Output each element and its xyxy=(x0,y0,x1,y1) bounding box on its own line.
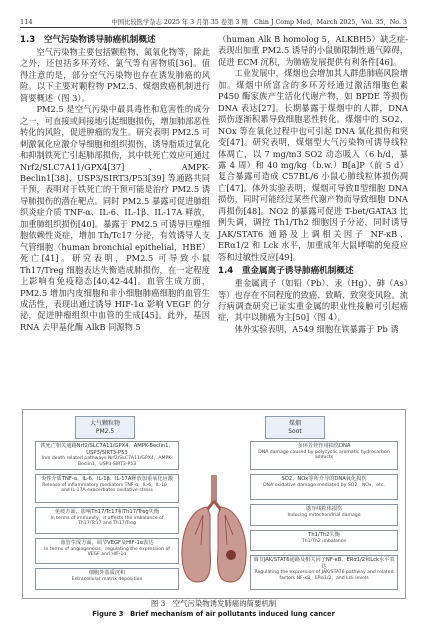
box-text-en: In terms of immunity，it affects the imbalance of Th17/Tc17 and Th17/Treg xyxy=(50,515,164,527)
paragraph: PM2.5 是空气污染中最具毒性和危害性的成分之一，可直接或间接地引起细胞损伤，增加肺部恶性转化的风险，促进肿瘤的发生。研究表明 PM2.5 可刺激氧化应激介导细胞和组织损伤，诱导脂质过氧化和抑制铁死亡引起肺部损伤，其中铁死亡效应可通过 Nrf2/SLC7A11/GPX4[37]、AMPK-Beclin1[38]、USP3/SIRT3/P53[39] 等通路共同干预，表明对于铁死亡的干预可能是治疗 PM2.5 诱导肺损伤的潜在靶点。同时 PM2.5 暴露可促进肺组织炎症介质 TNF-α、IL-6、IL-1β、IL-17A 释放，加重肺组织损伤[40]。暴露于 PM2.5 可诱导巨噬细胞依赖性炎症，增加 Th/Tc17 分泌，有效诱导人支气管细胞（human bronchial epithelial，HBE）死亡[41]。研究表明，PM2.5 可导致小鼠 Th17/Treg 细胞表达失衡造成肺损伤，在一定程度上影响有免疫稳态[40,42-44]。血管生成方面，PM2.5 增加内皮细胞和非小细胞肺癌细胞的血管生成活性，表现出通过诱导 HIF-1α 影响 VEGF 的分泌，促进肿瘤组织中血管的生成[45]。此外，基因 RNA 去甲基化酶 AlkB 同源物 5 xyxy=(20,104,210,332)
right-column xyxy=(218,34,408,335)
section-heading-1-4: 1.4 重金属离子诱导肺癌机制概述 xyxy=(218,266,354,277)
right-lung xyxy=(218,507,247,582)
box-text-zh: 多环芳烃作用损伤DNA xyxy=(297,443,351,449)
box-text-en: In terms of angiogenesis，regulating the expression of VEGF and HIF-1α xyxy=(44,546,170,558)
pm25-label-zh: 大气颗粒物 xyxy=(89,419,120,427)
box-text-zh: 血管生成方面，调节VEGF及HIF-1α表达 xyxy=(60,540,154,546)
caption-zh: 图 3 空气污染物诱发肺癌的简要机制 xyxy=(150,599,277,608)
box-text-zh: SO2、NOx等所介导的DNA氧化损伤 xyxy=(281,476,367,482)
tumor-mark xyxy=(226,550,236,560)
caption-en: Figure 3 Brief mechanism of air pollutants induced lung cancer xyxy=(92,610,335,618)
soot-label-en: Soot xyxy=(288,427,302,435)
box-text-zh: 调节JAK/STAT6通路及相关因子NF-κB、ERα1/2和Lck水平表达 xyxy=(253,557,395,570)
pm25-header xyxy=(75,416,135,439)
mitochondrial-damage-box xyxy=(250,504,398,526)
box-text-en: Release of inflammatory mediators TNF-α，IL-6，IL-1β，and IL-17A exacerbates oxidative stress xyxy=(42,482,172,494)
ecm-deposition-box xyxy=(35,568,179,590)
paragraph: 体外实验表明，A549 细胞在铁暴露于 Pb 诱 xyxy=(234,323,399,334)
box-text-en: Th1/Th2 imbalance xyxy=(301,538,347,544)
paragraph: 空气污染物主要包括颗粒物、氮氧化物等，除此之外，还包括多环芳烃、氯气等有害物质[36]。值得注意的是，部分空气污染物也存在诱发肺癌的风险。以下主要对颗粒物 PM2.5、煤烟致癌机制进行简要概述（图 3）。 xyxy=(20,47,210,103)
jak-stat6-box xyxy=(250,555,398,590)
left-lung xyxy=(182,507,211,582)
angiogenesis-box xyxy=(35,538,179,564)
pah-dna-damage-box xyxy=(250,441,398,470)
pm25-label-en: PM2.5 xyxy=(95,427,115,435)
box-text-zh: Th1/Th2失衡 xyxy=(308,532,340,538)
inflammation-box xyxy=(35,474,179,503)
box-text-zh: 诱导线粒体损伤 xyxy=(305,506,343,512)
lungs-illustration xyxy=(173,465,255,593)
box-text-zh: 细胞外基质沉积 xyxy=(88,570,126,576)
header-rule xyxy=(20,27,407,28)
section-heading-1-3: 1.3 空气污染物诱导肺癌机制概述 xyxy=(20,35,156,45)
page-header xyxy=(20,6,407,26)
oxidative-dna-damage-box xyxy=(250,474,398,500)
box-text-zh: 免疫方面，影响Th17/Tc17和Th17/Treg失衡 xyxy=(54,509,160,515)
box-text-zh: 铁死亡相关通路Nrf2/SLC7A11/GPX4、AMPK-Beclin1、USP3/SIRT3-P53 xyxy=(40,443,174,456)
soot-header xyxy=(265,416,325,439)
immunity-box xyxy=(35,507,179,534)
th1-th2-box xyxy=(250,530,398,551)
box-text-zh: 炎性介质TNF-α、IL-6、IL-1β、IL-17A释放加重氧化应激 xyxy=(41,476,173,482)
ferroptosis-pathway-box xyxy=(35,441,179,470)
paragraph: （human Alk B homolog 5，ALKBH5）缺乏症-表现出加重 PM2.5 诱导的小鼠肺限制性通气障碍，促进 ECM 沉积，为肺癌发展提供有利条件[46]。 xyxy=(218,34,408,67)
box-text-en: DNA oxidative damage mediated by SO2，NOx，etc. xyxy=(263,482,385,488)
box-text-en: DNA damage caused by polycyclic aromatic hydrocarbon adducts xyxy=(258,449,390,461)
box-text-en: Inducing mitochondrial damage xyxy=(287,512,361,518)
left-column xyxy=(20,34,210,333)
figure-3 xyxy=(22,409,406,599)
journal-running-head: 中国比较医学杂志 2025 年 3 月第 35 卷第 3 期 Chin J Comp Med，March 2025，Vol. 35，No. 3 xyxy=(111,19,407,26)
soot-label-zh: 煤烟 xyxy=(288,419,301,427)
paragraph: 重金属离子（如铅（Pb）、汞（Hg）、砷（As）等）也存在不同程度的致癌、致畸、致突变风险。流行病调查研究已证实重金属的职业性接触可引起癌症，其中以肺癌为主[50]（图 4）。 xyxy=(218,278,408,323)
box-text-en: Regulating the expression of JAK/STAT6 pathway and related factors NF-κB，ERα1/2，and Lck levels xyxy=(254,570,394,581)
page-number: 114 xyxy=(20,18,33,26)
box-text-en: Extracellular matrix deposition xyxy=(71,576,143,582)
figure-caption xyxy=(0,599,427,619)
paragraph: 工业发展中，煤烟也会增加其人群患肺癌风险增加。煤烟中所富含的多环芳烃通过激活细胞色素 P450 酶家族产生活化代谢产物，如 BPDE 等损伤 DNA 表达[27]。长期暴露于煤烟中的人群，DNA 损伤逐渐积累导致细胞恶性转化。煤烟中的 SO2、NOx 等在氧化过程中也可引起 DNA 氧化损伤和突变[47]。研究表明，煤烟型大气污染物可诱导线粒体凋亡，以 7 mg/m3 SO2 动态吸入（6 h/d，暴露 4 周）和 40 mg/kg（b.w.）B[a]P（前 5 d）复合暴露可造成 C57BL/6 小鼠心肺线粒体损伤凋亡[47]。体外实验表明，煤烟可导致Ⅱ型细胞 DNA 损伤，同时可能经过某些代谢产物而导致细胞 DNA 再损伤[48]。NO2 的暴露可促进 T-bet/GATA3 比例失调，调控 Th1/Th2 细胞因子分泌，同时诱导 JAK/STAT6 通路及上调相关因子 NF-κB、ERα1/2 和 Lck 水平，加重成年大鼠哮喘的免疫应答和过敏性反应[49]。 xyxy=(218,68,408,262)
box-text-en: Iron death related pathways Nrf2/SLC7A11/GPX4，AMPK-Beclin1，USP3-SIRT3-P53 xyxy=(41,456,173,467)
